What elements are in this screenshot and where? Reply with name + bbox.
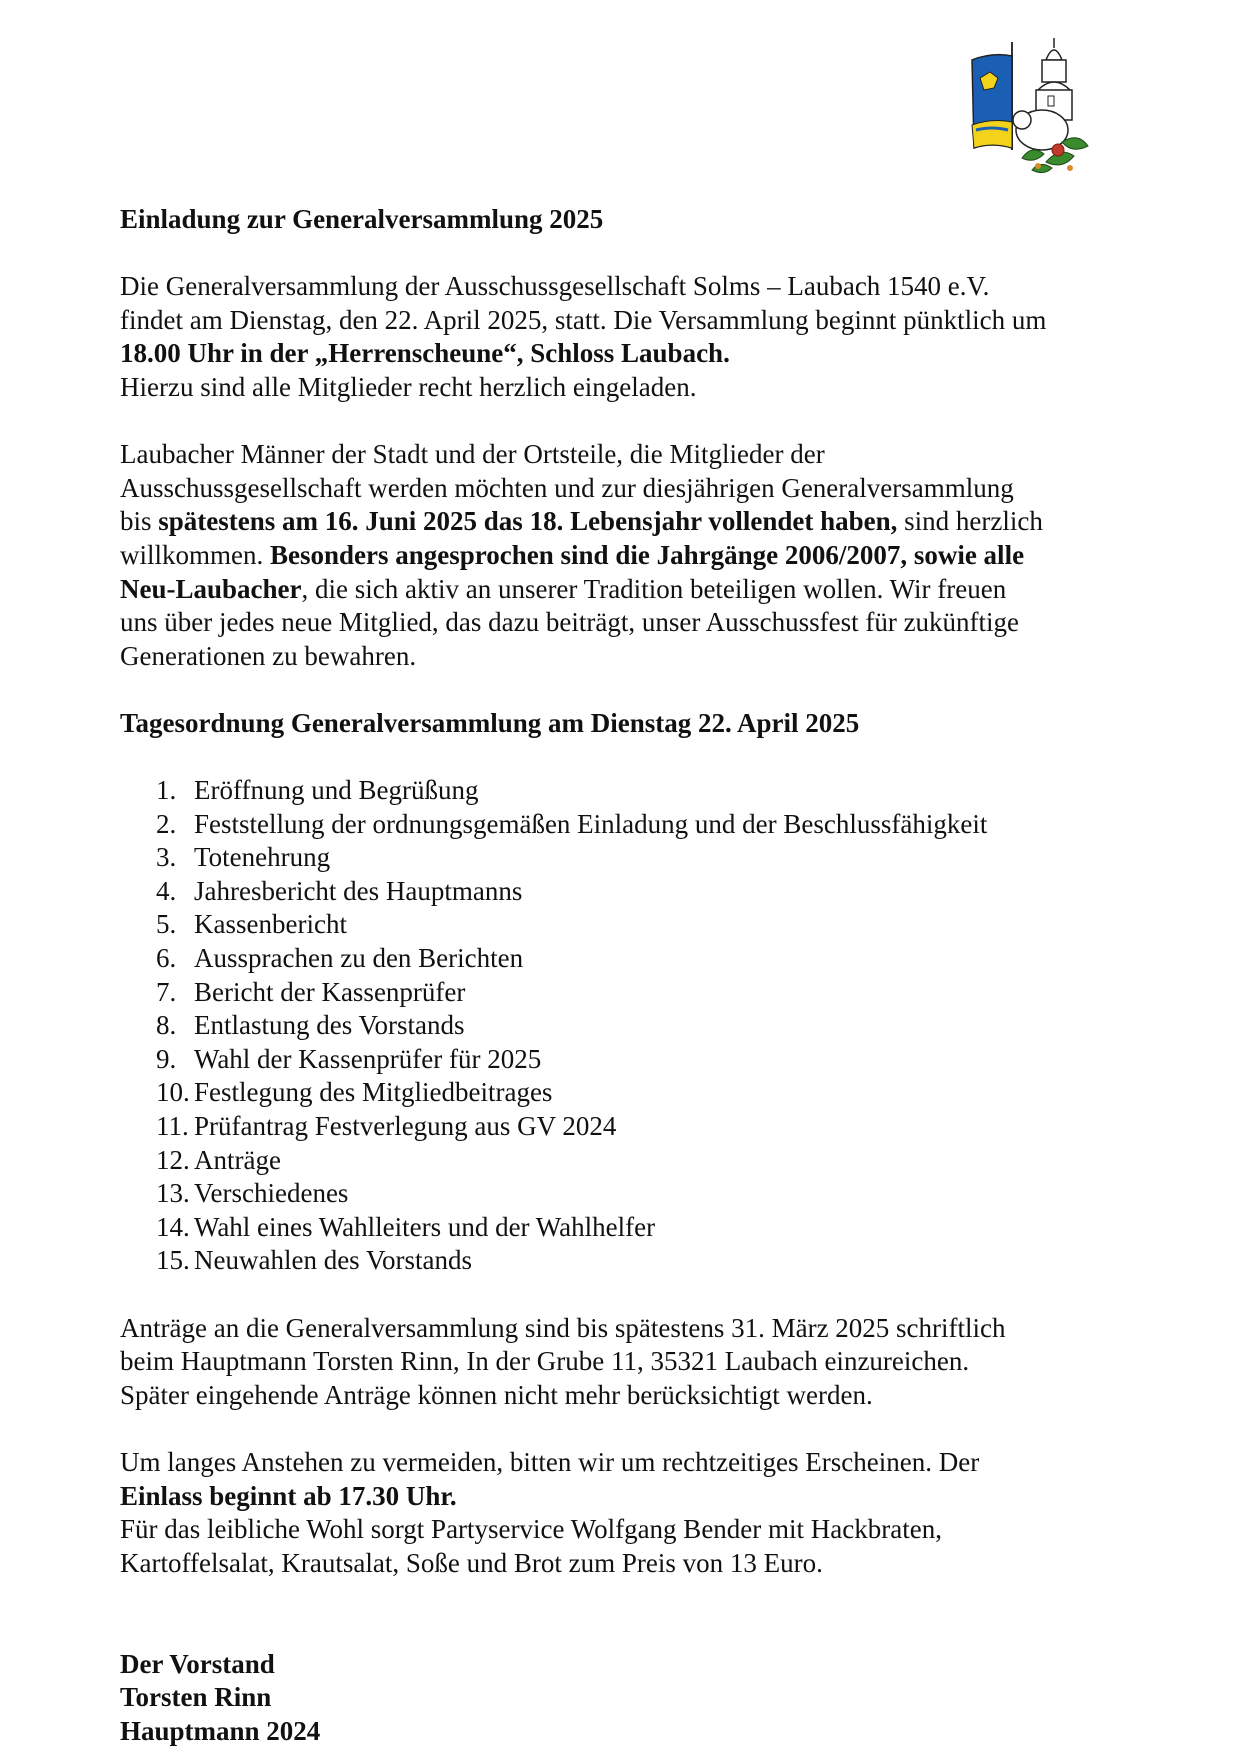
agenda-item-text: Neuwahlen des Vorstands (194, 1245, 472, 1276)
motions-line-1: Anträge an die Generalversammlung sind bis spätestens 31. März 2025 schriftlich (120, 1312, 1006, 1343)
agenda-list (120, 774, 1130, 1278)
agenda-item-text: Prüfantrag Festverlegung aus GV 2024 (194, 1111, 617, 1142)
agenda-item (120, 875, 1130, 909)
agenda-item-text: Anträge (194, 1144, 281, 1175)
agenda-item (120, 908, 1130, 942)
agenda-item (120, 808, 1130, 842)
welcome-line-4-pre: willkommen. (120, 539, 270, 570)
welcome-line-3-pre: bis (120, 506, 159, 537)
agenda-item-number: 5. (156, 909, 177, 940)
agenda-item-text: Kassenbericht (194, 909, 347, 940)
agenda-item-number: 15. (156, 1245, 190, 1276)
agenda-item-text: Eröffnung und Begrüßung (194, 775, 479, 806)
agenda-item (120, 1177, 1130, 1211)
agenda-item (120, 1110, 1130, 1144)
agenda-item-number: 9. (156, 1043, 177, 1074)
agenda-item (120, 1076, 1130, 1110)
agenda-item (120, 942, 1130, 976)
agenda-item (120, 841, 1130, 875)
signature-role: Hauptmann 2024 (120, 1715, 321, 1746)
agenda-item-number: 14. (156, 1211, 190, 1242)
signature-board: Der Vorstand (120, 1648, 275, 1679)
entry-time: Einlass beginnt ab 17.30 Uhr. (120, 1480, 457, 1511)
agenda-item-text: Jahresbericht des Hauptmanns (194, 875, 523, 906)
arrival-line-1: Um langes Anstehen zu vermeiden, bitten wir um rechtzeitiges Erscheinen. Der (120, 1446, 980, 1477)
agenda-item-number: 8. (156, 1010, 177, 1041)
agenda-item-text: Entlastung des Vorstands (194, 1010, 465, 1041)
arrival-line-2 (120, 1480, 1130, 1514)
intro-line-2: findet am Dienstag, den 22. April 2025, statt. Die Versammlung beginnt pünktlich um (120, 304, 1047, 335)
welcome-target-groups: Besonders angesprochen sind die Jahrgänge 2006/2007, sowie alle (270, 539, 1025, 570)
agenda-item-number: 3. (156, 842, 177, 873)
agenda-item-number: 4. (156, 875, 177, 906)
club-emblem-icon (962, 30, 1102, 180)
agenda-item-number: 7. (156, 976, 177, 1007)
agenda-title: Tagesordnung Generalversammlung am Dienstag 22. April 2025 (120, 707, 860, 738)
letter-body (120, 203, 1130, 1748)
welcome-line-4 (120, 539, 1130, 573)
intro-line-3 (120, 337, 1130, 371)
agenda-item (120, 1211, 1130, 1245)
agenda-item (120, 976, 1130, 1010)
welcome-line-5 (120, 573, 1130, 607)
agenda-item-text: Aussprachen zu den Berichten (194, 943, 524, 974)
agenda-item-number: 2. (156, 808, 177, 839)
agenda-item (120, 1144, 1130, 1178)
agenda-item-text: Bericht der Kassenprüfer (194, 976, 466, 1007)
arrival-line-3: Für das leibliche Wohl sorgt Partyservice Wolfgang Bender mit Hackbraten, (120, 1514, 942, 1545)
welcome-line-5-post: , die sich aktiv an unserer Tradition beteiligen wollen. Wir freuen (301, 573, 1007, 604)
agenda-item-text: Totenehrung (194, 842, 331, 873)
agenda-item-text: Wahl eines Wahlleiters und der Wahlhelfer (194, 1211, 656, 1242)
agenda-item-number: 12. (156, 1144, 190, 1175)
intro-line-1: Die Generalversammlung der Ausschussgesellschaft Solms – Laubach 1540 e.V. (120, 271, 990, 302)
intro-time-location: 18.00 Uhr in der „Herrenscheune“, Schloss Laubach. (120, 338, 730, 369)
welcome-line-3 (120, 505, 1130, 539)
welcome-line-7: Generationen zu bewahren. (120, 640, 417, 671)
agenda-item (120, 1009, 1130, 1043)
agenda-item-text: Wahl der Kassenprüfer für 2025 (194, 1043, 542, 1074)
welcome-new-residents: Neu-Laubacher (120, 573, 302, 604)
arrival-line-4: Kartoffelsalat, Krautsalat, Soße und Brot zum Preis von 13 Euro. (120, 1547, 823, 1578)
agenda-item (120, 774, 1130, 808)
agenda-item-number: 10. (156, 1077, 190, 1108)
page-title: Einladung zur Generalversammlung 2025 (120, 204, 604, 234)
welcome-line-2: Ausschussgesellschaft werden möchten und zur diesjährigen Generalversammlung (120, 472, 1014, 503)
agenda-item-text: Festlegung des Mitgliedbeitrages (194, 1077, 553, 1108)
motions-line-2: beim Hauptmann Torsten Rinn, In der Grube 11, 35321 Laubach einzureichen. (120, 1346, 970, 1377)
agenda-item-text: Feststellung der ordnungsgemäßen Einladung und der Beschlussfähigkeit (194, 808, 988, 839)
agenda-item-number: 1. (156, 775, 177, 806)
agenda-item-number: 13. (156, 1178, 190, 1209)
agenda-item-text: Verschiedenes (194, 1178, 349, 1209)
agenda-item-number: 6. (156, 943, 177, 974)
motions-line-3: Später eingehende Anträge können nicht mehr berücksichtigt werden. (120, 1379, 873, 1410)
agenda-item (120, 1043, 1130, 1077)
intro-line-4: Hierzu sind alle Mitglieder recht herzlich eingeladen. (120, 371, 697, 402)
welcome-line-6: uns über jedes neue Mitglied, das dazu beiträgt, unser Ausschussfest für zukünftige (120, 607, 1020, 638)
agenda-item-number: 11. (156, 1111, 189, 1142)
welcome-line-3-post: sind herzlich (897, 506, 1043, 537)
agenda-item (120, 1244, 1130, 1278)
welcome-line-1: Laubacher Männer der Stadt und der Ortsteile, die Mitglieder der (120, 439, 825, 470)
welcome-deadline: spätestens am 16. Juni 2025 das 18. Lebensjahr vollendet haben, (158, 506, 898, 537)
signature-name: Torsten Rinn (120, 1682, 272, 1713)
